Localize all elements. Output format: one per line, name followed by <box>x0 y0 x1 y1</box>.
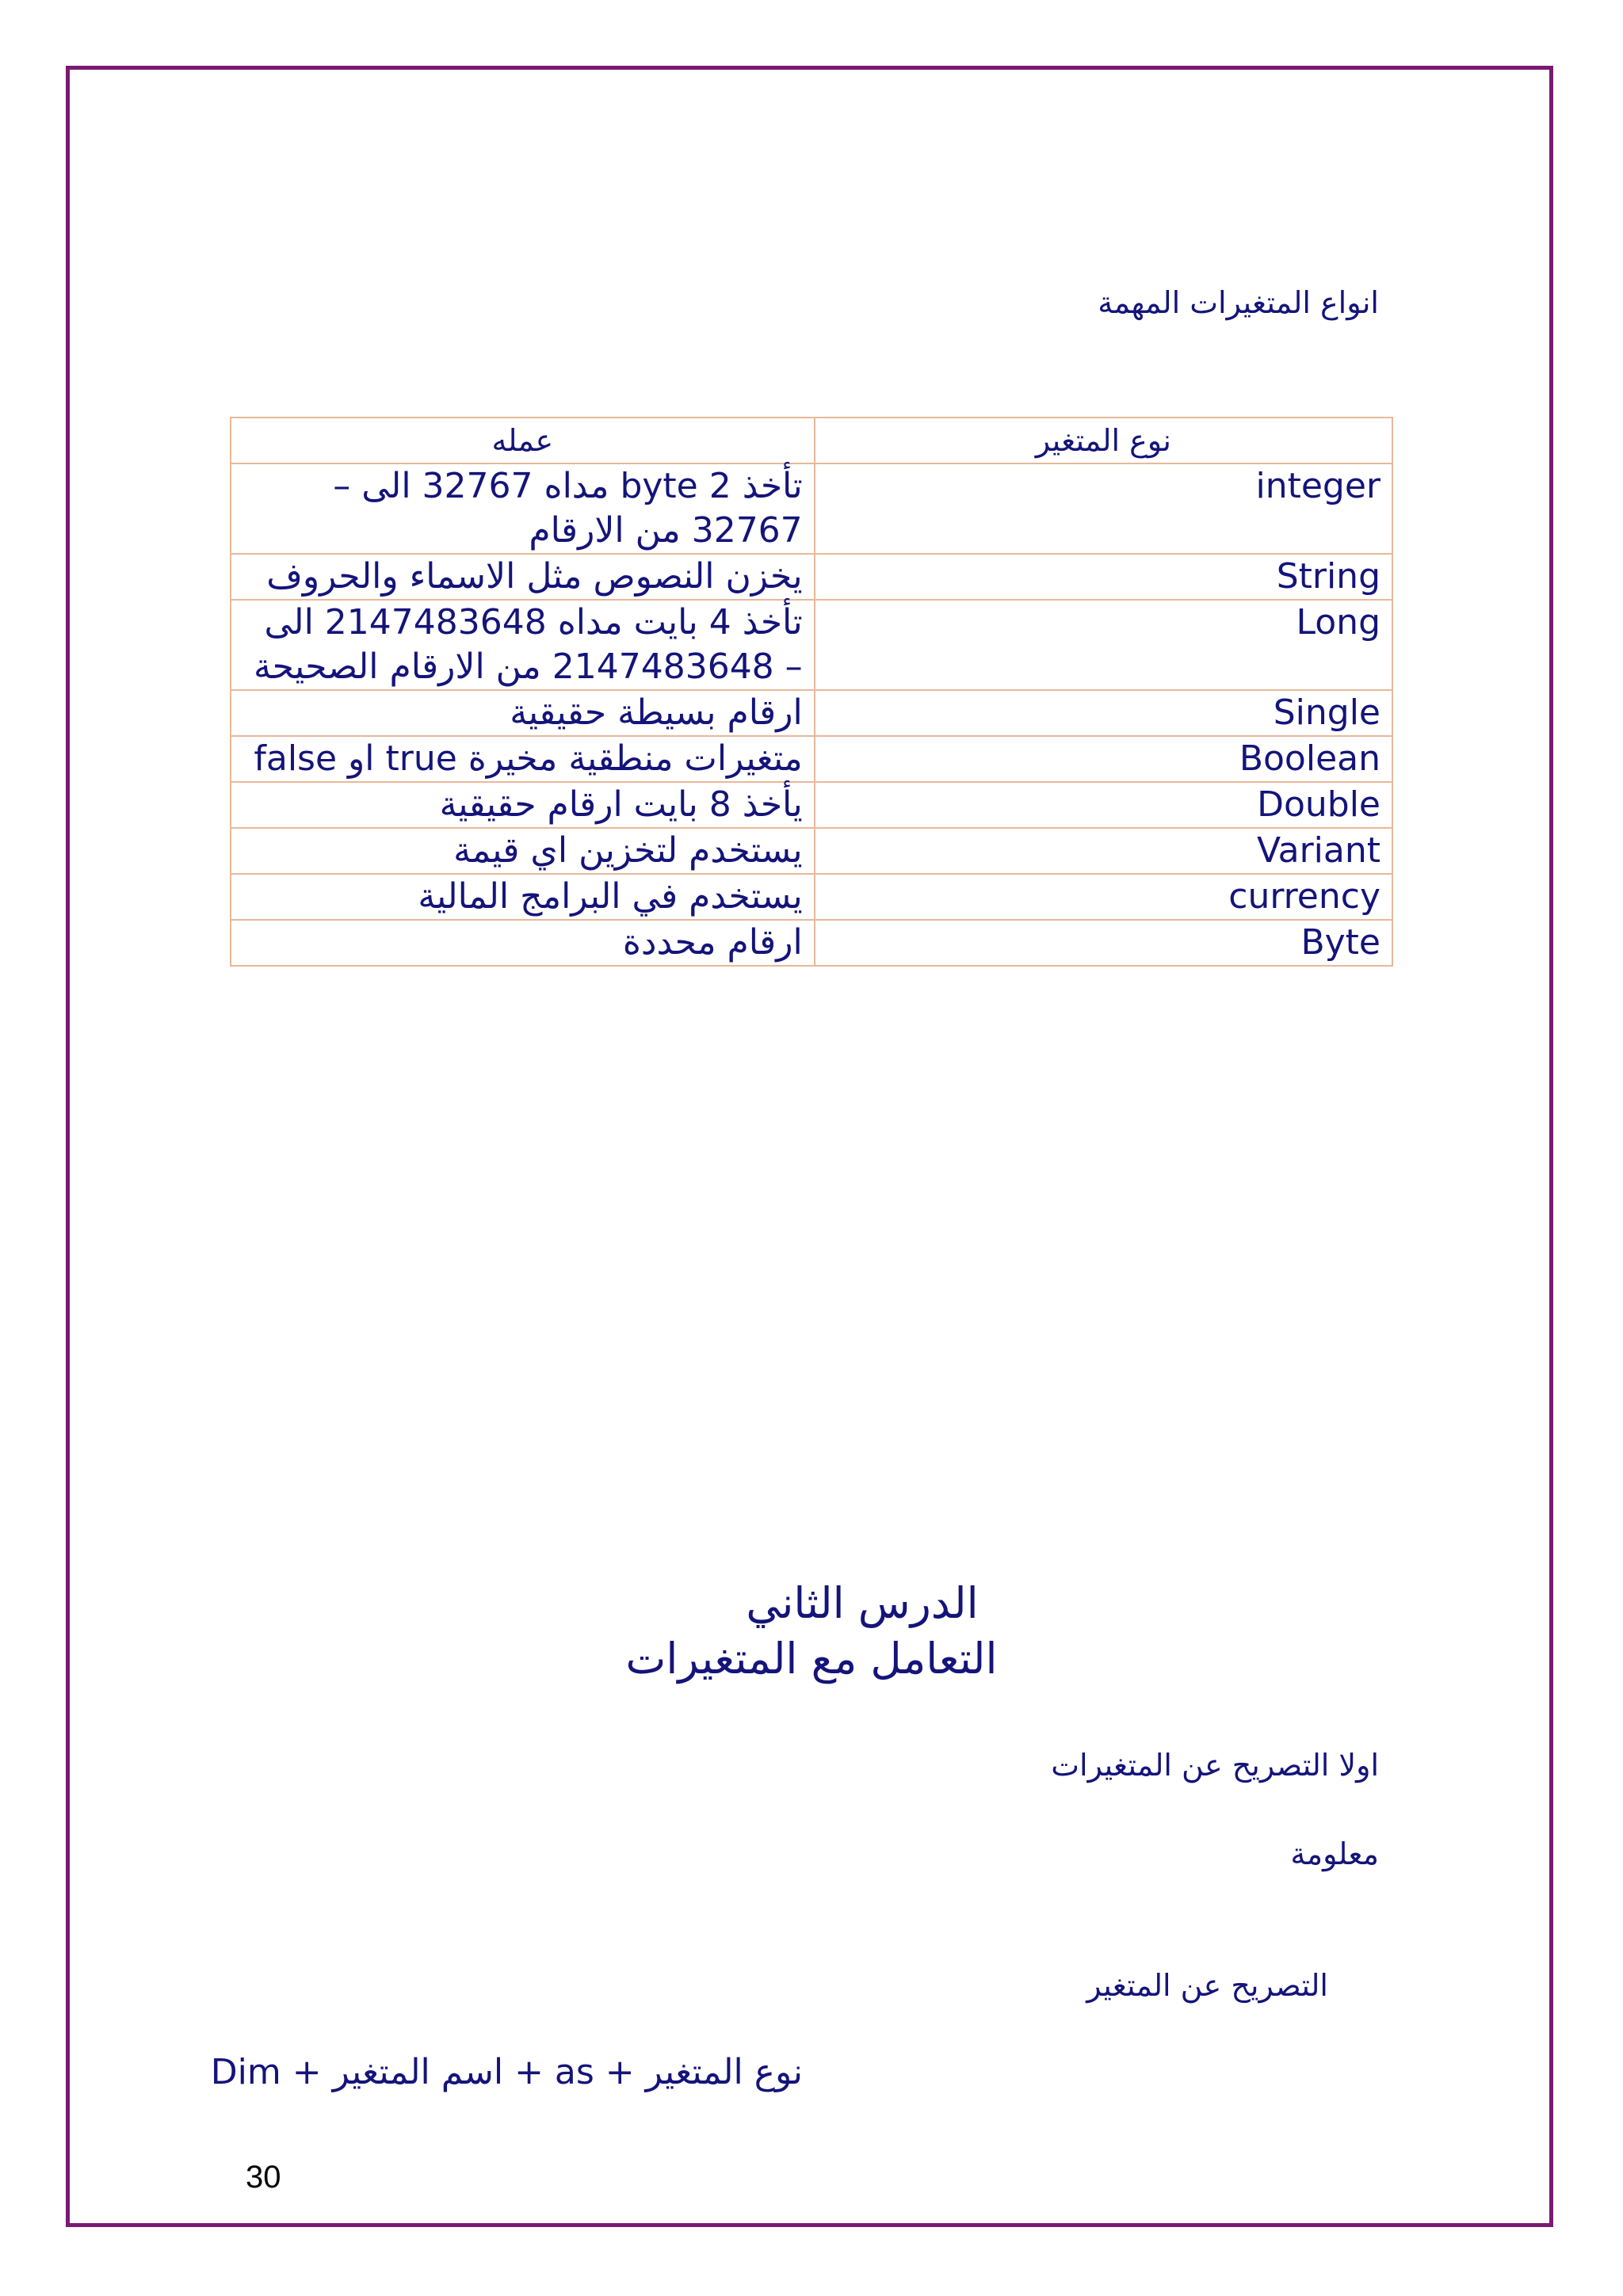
declaration-heading: التصريح عن المتغير <box>1086 1968 1328 2003</box>
type-cell: Double <box>815 782 1392 828</box>
type-cell: String <box>815 554 1392 600</box>
table-row <box>231 463 1392 554</box>
lesson-title-line1: الدرس الثاني <box>746 1578 979 1628</box>
info-label: معلومة <box>1290 1836 1379 1871</box>
table-row <box>231 920 1392 966</box>
page-number: 30 <box>246 2160 281 2195</box>
table-header-row <box>231 418 1392 463</box>
heading-variable-types: انواع المتغيرات المهمة <box>1098 285 1379 320</box>
type-cell: integer <box>815 463 1392 554</box>
table-row <box>231 600 1392 690</box>
table-row <box>231 690 1392 736</box>
type-cell: Long <box>815 600 1392 690</box>
type-cell: Byte <box>815 920 1392 966</box>
description-cell: ارقام بسيطة حقيقية <box>231 690 815 736</box>
table-row <box>231 782 1392 828</box>
table-row <box>231 874 1392 920</box>
description-cell: تأخذ 4 بايت مداه 2147483648 الى – 2147483648 من الارقام الصحيحة <box>231 600 815 690</box>
description-cell: يستخدم في البرامج المالية <box>231 874 815 920</box>
header-variable-type: نوع المتغير <box>815 418 1392 463</box>
table-row <box>231 554 1392 600</box>
type-cell: Boolean <box>815 736 1392 782</box>
declaration-syntax: نوع المتغير + as + اسم المتغير + Dim <box>210 2052 803 2092</box>
description-cell: متغيرات منطقية مخيرة true او false <box>231 736 815 782</box>
table-row <box>231 736 1392 782</box>
description-cell: يستخدم لتخزين اي قيمة <box>231 828 815 874</box>
lesson-title-line2: التعامل مع المتغيرات <box>625 1634 998 1684</box>
table-row <box>231 828 1392 874</box>
description-cell: يأخذ 8 بايت ارقام حقيقية <box>231 782 815 828</box>
description-cell: يخزن النصوص مثل الاسماء والحروف <box>231 554 815 600</box>
type-cell: currency <box>815 874 1392 920</box>
description-cell: ارقام محددة <box>231 920 815 966</box>
description-cell: تأخذ 2 byte مداه 32767 الى – 32767 من الارقام <box>231 463 815 554</box>
page-border <box>66 66 1553 2227</box>
section-heading: اولا التصريح عن المتغيرات <box>1051 1748 1379 1783</box>
variable-types-table <box>230 417 1393 967</box>
type-cell: Single <box>815 690 1392 736</box>
header-description: عمله <box>231 418 815 463</box>
type-cell: Variant <box>815 828 1392 874</box>
